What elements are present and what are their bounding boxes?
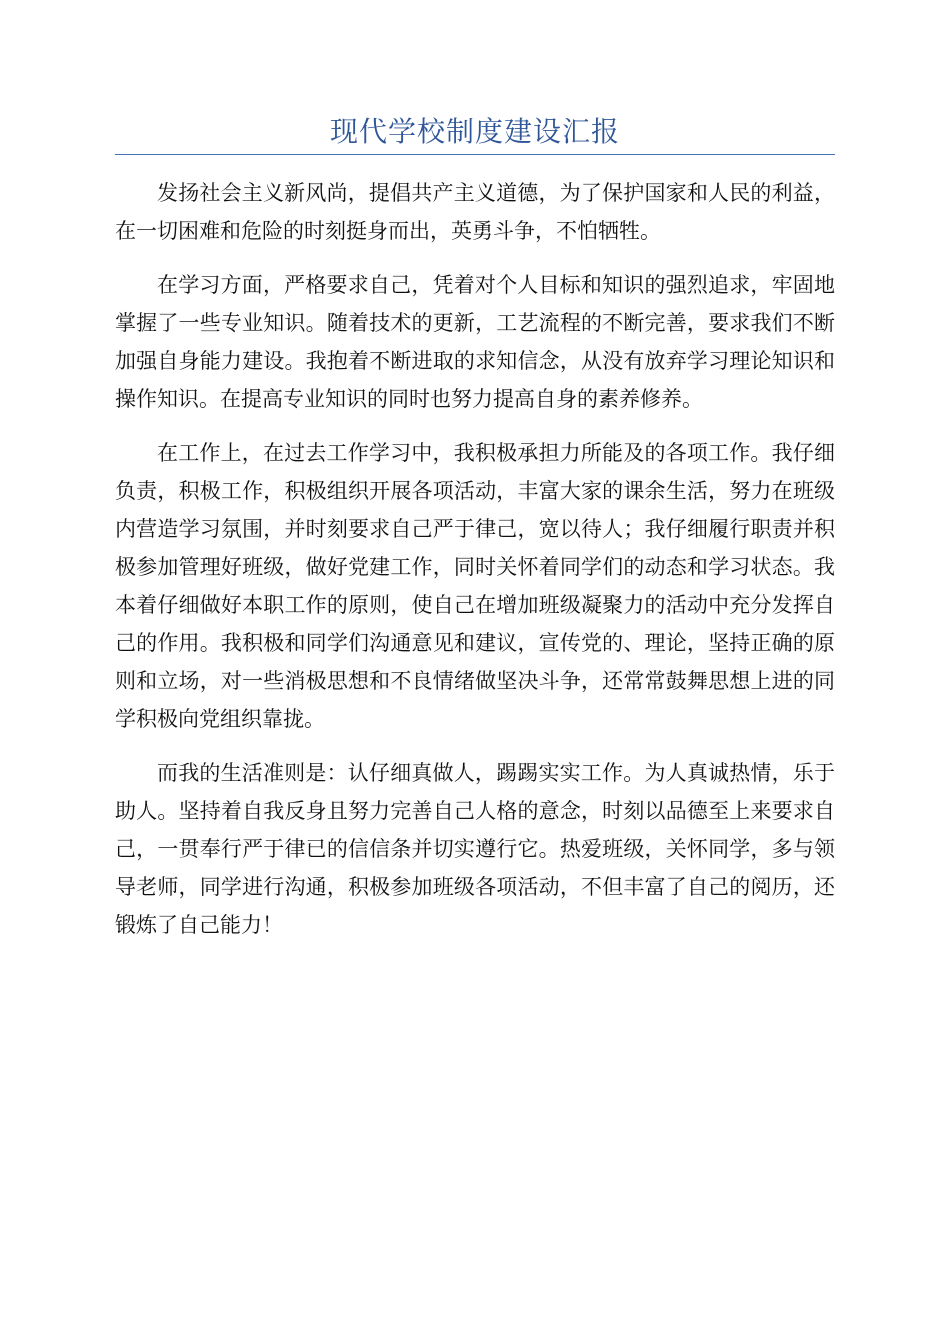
document-body — [115, 174, 835, 960]
paragraph-1: 发扬社会主义新风尚，提倡共产主义道德，为了保护国家和人民的利益，在一切困难和危险的时刻挺身而出，英勇斗争，不怕牺牲。 — [115, 181, 835, 243]
paragraph-2: 在学习方面，严格要求自己，凭着对个人目标和知识的强烈追求，牢固地掌握了一些专业知识。随着技术的更新，工艺流程的不断完善，要求我们不断加强自身能力建设。我抱着不断进取的求知信念，从没有放弃学习理论知识和操作知识。在提高专业知识的同时也努力提高自身的素养修养。 — [115, 273, 835, 411]
paragraph-3: 在工作上，在过去工作学习中，我积极承担力所能及的各项工作。我仔细负责，积极工作，积极组织开展各项活动，丰富大家的课余生活，努力在班级内营造学习氛围，并时刻要求自己严于律己，宽以待人；我仔细履行职责并积极参加管理好班级，做好党建工作，同时关怀着同学们的动态和学习状态。我本着仔细做好本职工作的原则，使自己在增加班级凝聚力的活动中充分发挥自己的作用。我积极和同学们沟通意见和建议，宣传党的、理论，坚持正确的原则和立场，对一些消极思想和不良情绪做坚决斗争，还常常鼓舞思想上进的同学积极向党组织靠拢。 — [115, 441, 835, 731]
title-underline — [115, 154, 835, 155]
paragraph-4: 而我的生活准则是：认仔细真做人，踢踢实实工作。为人真诚热情，乐于助人。坚持着自我反身且努力完善自己人格的意念，时刻以品德至上来要求自己，一贯奉行严于律已的信信条并切实遵行它。热爱班级，关怀同学，多与领导老师，同学进行沟通，积极参加班级各项活动，不但丰富了自己的阅历，还锻炼了自己能力！ — [115, 761, 835, 937]
document-title: 现代学校制度建设汇报 — [329, 115, 620, 148]
